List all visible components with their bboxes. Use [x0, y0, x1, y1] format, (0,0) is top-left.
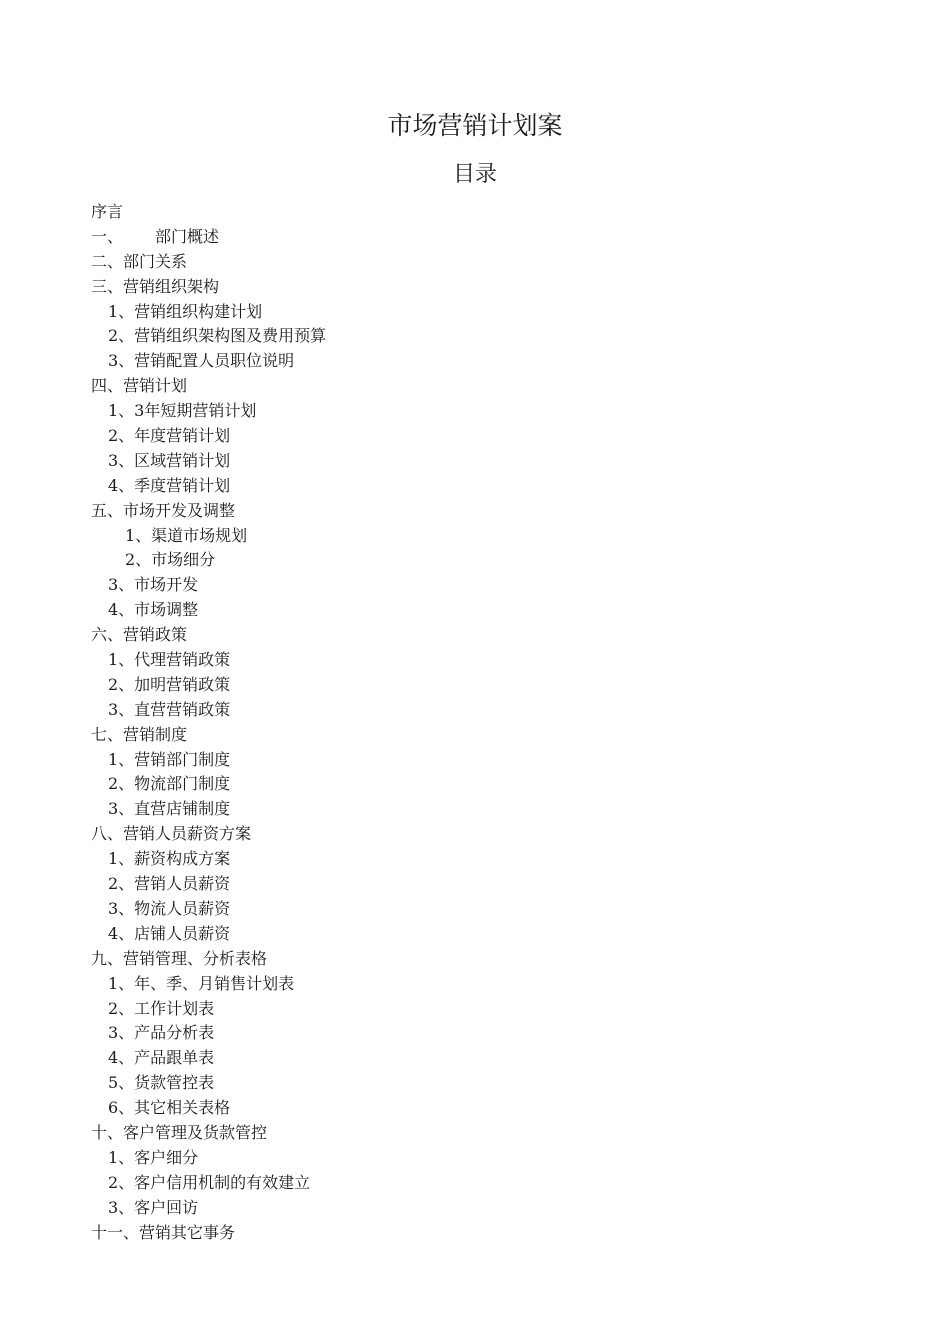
toc-entry-text: 八、营销人员薪资方案 — [91, 824, 252, 844]
document-title: 市场营销计划案 — [387, 111, 563, 140]
toc-subsection-entry — [91, 1046, 871, 1071]
toc-entry-text: 6、其它相关表格 — [108, 1098, 231, 1118]
toc-entry-text: 1、客户细分 — [108, 1147, 199, 1167]
toc-entry-text: 3、市场开发 — [108, 575, 199, 595]
toc-entry-text: 3、直营店铺制度 — [108, 799, 231, 819]
toc-subsection-entry — [91, 972, 871, 997]
toc-entry-text: 3、客户回访 — [108, 1197, 199, 1217]
toc-subsection-entry — [91, 872, 871, 897]
toc-entry-text: 3、区域营销计划 — [108, 450, 231, 470]
toc-section-entry — [91, 947, 871, 972]
toc-subsection-entry — [91, 1196, 871, 1221]
toc-entry-text: 2、工作计划表 — [108, 998, 215, 1018]
toc-entry-text: 十、客户管理及货款管控 — [91, 1122, 268, 1142]
toc-section-entry — [91, 275, 871, 300]
toc-subsection-entry — [91, 399, 871, 424]
toc-subsection-entry — [91, 847, 871, 872]
toc-section-entry — [91, 723, 871, 748]
toc-entry-text: 2、营销组织架构图及费用预算 — [108, 326, 327, 346]
toc-section-entry — [91, 1221, 871, 1246]
toc-entry-text: 3、直营营销政策 — [108, 699, 231, 719]
toc-entry-number: 一、 — [91, 226, 124, 246]
toc-entry-text: 1、薪资构成方案 — [108, 849, 231, 869]
toc-subsection-entry — [91, 1171, 871, 1196]
toc-subsection-entry — [91, 772, 871, 797]
toc-subsection-entry — [91, 997, 871, 1022]
toc-entry-text: 1、年、季、月销售计划表 — [108, 973, 295, 993]
toc-subsection-entry — [91, 1096, 871, 1121]
toc-entry-text: 2、营销人员薪资 — [108, 874, 231, 894]
toc-subsection-entry — [91, 1071, 871, 1096]
toc-entry-text: 1、渠道市场规划 — [125, 525, 248, 545]
toc-subsection-entry — [91, 922, 871, 947]
toc-subsection-entry — [91, 797, 871, 822]
toc-entry-text: 4、季度营销计划 — [108, 475, 231, 495]
toc-subsection-entry — [91, 548, 871, 573]
toc-section-entry — [91, 1121, 871, 1146]
toc-subsection-entry — [91, 648, 871, 673]
toc-subsection-entry — [91, 598, 871, 623]
toc-section-entry — [91, 200, 871, 225]
toc-subsection-entry — [91, 673, 871, 698]
toc-subsection-entry — [91, 573, 871, 598]
toc-entry-text: 序言 — [91, 202, 124, 221]
toc-entry-text: 三、营销组织架构 — [91, 276, 220, 296]
toc-heading: 目录 — [452, 162, 497, 187]
toc-entry-text: 1、营销组织构建计划 — [108, 301, 263, 321]
toc-subsection-entry — [91, 698, 871, 723]
toc-subsection-entry — [91, 324, 871, 349]
toc-entry-text: 部门概述 — [155, 226, 220, 246]
toc-section-entry — [91, 499, 871, 524]
toc-section-entry — [91, 822, 871, 847]
toc-section-entry — [91, 374, 871, 399]
toc-subsection-entry — [91, 1146, 871, 1171]
toc-entry-text: 2、年度营销计划 — [108, 426, 231, 446]
toc-entry-text: 4、店铺人员薪资 — [108, 923, 231, 943]
toc-entry-text: 四、营销计划 — [91, 376, 188, 396]
toc-subsection-entry — [91, 300, 871, 325]
toc-entry-text: 5、货款管控表 — [108, 1073, 215, 1093]
toc-entry-text: 4、产品跟单表 — [108, 1048, 215, 1068]
toc-entry-text: 1、营销部门制度 — [108, 749, 231, 769]
toc-entry-text: 2、市场细分 — [125, 550, 216, 570]
toc-entry-text: 2、加明营销政策 — [108, 674, 231, 694]
toc-entry-text: 2、客户信用机制的有效建立 — [108, 1172, 311, 1192]
toc-entry-text: 六、营销政策 — [91, 625, 188, 645]
toc-section-entry — [91, 225, 871, 250]
toc-subsection-entry — [91, 1021, 871, 1046]
toc-entry-text: 3、产品分析表 — [108, 1023, 215, 1043]
toc-subsection-entry — [91, 897, 871, 922]
toc-entry-text: 十一、营销其它事务 — [91, 1222, 236, 1242]
toc-subsection-entry — [91, 349, 871, 374]
toc-subsection-entry — [91, 474, 871, 499]
toc-entry-text: 2、物流部门制度 — [108, 774, 231, 794]
toc-entry-text: 4、市场调整 — [108, 600, 199, 620]
toc-entry-text: 3、营销配置人员职位说明 — [108, 351, 295, 371]
toc-entry-text: 1、3年短期营销计划 — [108, 401, 257, 421]
toc-entry-text: 1、代理营销政策 — [108, 650, 231, 670]
toc-subsection-entry — [91, 524, 871, 549]
toc-entry-text: 3、物流人员薪资 — [108, 898, 231, 918]
toc-subsection-entry — [91, 424, 871, 449]
toc-section-entry — [91, 623, 871, 648]
toc-section-entry — [91, 250, 871, 275]
toc-entry-text: 二、部门关系 — [91, 251, 188, 271]
toc-subsection-entry — [91, 748, 871, 773]
toc-entry-text: 五、市场开发及调整 — [91, 500, 236, 520]
toc-subsection-entry — [91, 449, 871, 474]
toc-entry-text: 七、营销制度 — [91, 724, 188, 744]
toc-entry-text: 九、营销管理、分析表格 — [91, 948, 268, 968]
table-of-contents — [91, 200, 871, 1245]
